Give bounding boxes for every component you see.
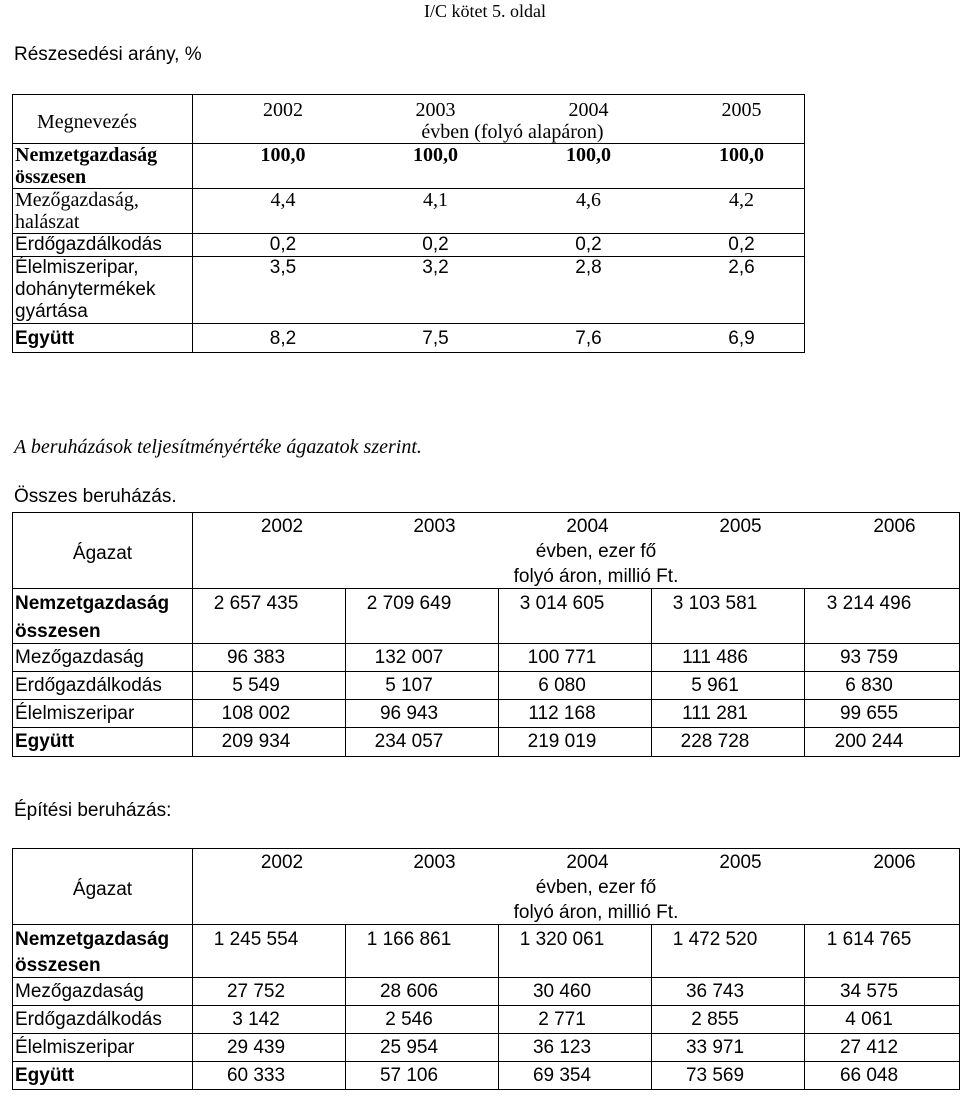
value-cell: 3,2 — [345, 256, 498, 323]
unit-subheader: évben, ezer fő — [192, 538, 959, 563]
unit-subheader: évben, ezer fő — [192, 874, 959, 899]
value-cell: 73 569 — [651, 1061, 804, 1089]
value-cell: 111 281 — [651, 699, 804, 727]
value-cell: 4,1 — [345, 188, 498, 233]
value-cell: 1 472 520 — [651, 924, 804, 977]
value-cell: 93 759 — [804, 643, 959, 671]
value-cell: 6,9 — [651, 323, 804, 352]
value-cell: 219 019 — [498, 727, 651, 756]
year-header: 2003 — [345, 512, 498, 538]
value-cell: 5 961 — [651, 671, 804, 699]
value-cell: 132 007 — [345, 643, 498, 671]
year-header: 2002 — [192, 512, 345, 538]
row-label-line: gyártása — [15, 301, 88, 322]
unit-subheader: folyó áron, millió Ft. — [192, 899, 959, 924]
value-cell: 1 166 861 — [345, 924, 498, 977]
row-label-mezogazdasag — [12, 188, 192, 233]
row-label-line: Mezőgazdaság, — [15, 189, 139, 211]
value-cell: 2 855 — [651, 1005, 804, 1033]
row-label-egyutt: Együtt — [12, 727, 192, 756]
value-cell: 34 575 — [804, 977, 959, 1005]
value-cell: 1 320 061 — [498, 924, 651, 977]
value-cell: 7,6 — [498, 323, 651, 352]
column-header-agazat: Ágazat — [12, 848, 192, 924]
row-label-line: halászat — [15, 211, 80, 233]
row-label-elelmiszeripar — [12, 256, 192, 323]
value-cell: 3 014 605 — [498, 588, 651, 643]
value-cell: 36 123 — [498, 1033, 651, 1061]
value-cell: 0,2 — [192, 233, 345, 256]
row-label-elelmiszeripar: Élelmiszeripar — [12, 699, 192, 727]
value-cell: 3,5 — [192, 256, 345, 323]
value-cell: 2,8 — [498, 256, 651, 323]
year-header: 2005 — [651, 512, 804, 538]
value-cell: 100,0 — [192, 143, 345, 188]
table1-title: Részesedési arány, % — [14, 44, 202, 65]
value-cell: 4,2 — [651, 188, 804, 233]
value-cell: 96 383 — [192, 643, 345, 671]
row-label-mezogazdasag: Mezőgazdaság — [12, 643, 192, 671]
column-header-agazat: Ágazat — [12, 512, 192, 588]
value-cell: 209 934 — [192, 727, 345, 756]
year-header: 2004 — [498, 94, 651, 121]
row-label-line: Élelmiszeripar, — [15, 257, 139, 278]
table2-title: Összes beruházás. — [14, 486, 177, 507]
row-label-erdogazdalkodas: Erdőgazdálkodás — [12, 671, 192, 699]
value-cell: 36 743 — [651, 977, 804, 1005]
value-cell: 27 752 — [192, 977, 345, 1005]
row-label-erdogazdalkodas: Erdőgazdálkodás — [12, 1005, 192, 1033]
value-cell: 33 971 — [651, 1033, 804, 1061]
year-header: 2004 — [498, 848, 651, 874]
value-cell: 4,6 — [498, 188, 651, 233]
value-cell: 228 728 — [651, 727, 804, 756]
value-cell: 2 657 435 — [192, 588, 345, 643]
value-cell: 60 333 — [192, 1061, 345, 1089]
value-cell: 69 354 — [498, 1061, 651, 1089]
value-cell: 28 606 — [345, 977, 498, 1005]
value-cell: 1 614 765 — [804, 924, 959, 977]
year-header: 2005 — [651, 94, 804, 121]
value-cell: 30 460 — [498, 977, 651, 1005]
value-cell: 3 214 496 — [804, 588, 959, 643]
value-cell: 100,0 — [345, 143, 498, 188]
value-cell: 3 103 581 — [651, 588, 804, 643]
value-cell: 2 771 — [498, 1005, 651, 1033]
row-label-egyutt: Együtt — [12, 323, 192, 352]
value-cell: 8,2 — [192, 323, 345, 352]
unit-subheader: folyó áron, millió Ft. — [192, 563, 959, 588]
value-cell: 100 771 — [498, 643, 651, 671]
row-label-elelmiszeripar: Élelmiszeripar — [12, 1033, 192, 1061]
row-label-mezogazdasag: Mezőgazdaság — [12, 977, 192, 1005]
value-cell: 100,0 — [651, 143, 804, 188]
value-cell: 6 080 — [498, 671, 651, 699]
total-investment-table — [12, 512, 960, 757]
construction-investment-table — [12, 848, 960, 1090]
value-cell: 2 709 649 — [345, 588, 498, 643]
year-header: 2005 — [651, 848, 804, 874]
value-cell: 2,6 — [651, 256, 804, 323]
row-label-egyutt: Együtt — [12, 1061, 192, 1089]
value-cell: 108 002 — [192, 699, 345, 727]
year-header: 2006 — [804, 512, 959, 538]
value-cell: 0,2 — [498, 233, 651, 256]
page-reference: I/C kötet 5. oldal — [424, 1, 546, 21]
year-header: 2004 — [498, 512, 651, 538]
row-label-nemzetgazdasag — [12, 588, 192, 643]
year-header: 2003 — [345, 94, 498, 121]
value-cell: 96 943 — [345, 699, 498, 727]
value-cell: 7,5 — [345, 323, 498, 352]
column-header-megnevezes: Megnevezés — [12, 94, 192, 143]
value-cell: 234 057 — [345, 727, 498, 756]
row-label-nemzetgazdasag — [12, 924, 192, 977]
row-label-erdogazdalkodas: Erdőgazdálkodás — [12, 233, 192, 256]
value-cell: 100,0 — [498, 143, 651, 188]
row-label-line: összesen — [15, 955, 101, 976]
value-cell: 0,2 — [345, 233, 498, 256]
value-cell: 25 954 — [345, 1033, 498, 1061]
value-cell: 29 439 — [192, 1033, 345, 1061]
value-cell: 1 245 554 — [192, 924, 345, 977]
table3-title: Építési beruházás: — [14, 800, 172, 821]
share-ratio-table — [12, 94, 805, 353]
row-label-line: Nemzetgazdaság — [15, 929, 170, 950]
value-cell: 2 546 — [345, 1005, 498, 1033]
value-cell: 5 549 — [192, 671, 345, 699]
year-header: 2003 — [345, 848, 498, 874]
value-cell: 200 244 — [804, 727, 959, 756]
row-label-nemzetgazdasag — [12, 143, 192, 188]
row-label-line: dohánytermékek — [15, 279, 156, 300]
value-cell: 66 048 — [804, 1061, 959, 1089]
value-cell: 4,4 — [192, 188, 345, 233]
value-cell: 4 061 — [804, 1005, 959, 1033]
section-caption: A beruházások teljesítményértéke ágazatok szerint. — [14, 436, 422, 458]
year-header: 2002 — [192, 848, 345, 874]
row-label-line: Nemzetgazdaság — [15, 144, 158, 166]
value-cell: 3 142 — [192, 1005, 345, 1033]
value-cell: 5 107 — [345, 671, 498, 699]
value-cell: 99 655 — [804, 699, 959, 727]
value-cell: 111 486 — [651, 643, 804, 671]
unit-subheader: évben (folyó alapáron) — [192, 121, 804, 143]
row-label-line: Nemzetgazdaság — [15, 593, 170, 614]
year-header: 2002 — [192, 94, 345, 121]
value-cell: 112 168 — [498, 699, 651, 727]
row-label-line: összesen — [15, 166, 87, 188]
year-header: 2006 — [804, 848, 959, 874]
value-cell: 27 412 — [804, 1033, 959, 1061]
row-label-line: összesen — [15, 621, 101, 642]
value-cell: 0,2 — [651, 233, 804, 256]
value-cell: 57 106 — [345, 1061, 498, 1089]
value-cell: 6 830 — [804, 671, 959, 699]
